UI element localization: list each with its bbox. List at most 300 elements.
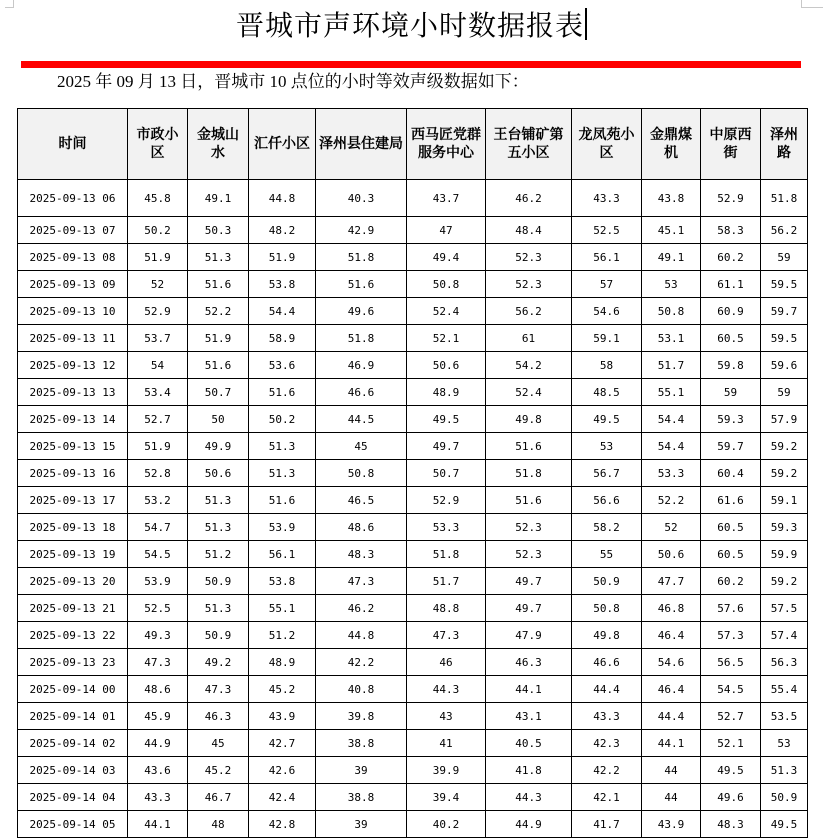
value-cell: 49.1	[642, 244, 701, 271]
value-cell: 38.8	[316, 730, 407, 757]
value-cell: 48.8	[407, 595, 486, 622]
value-cell: 39.8	[316, 703, 407, 730]
value-cell: 48.9	[249, 649, 316, 676]
value-cell: 58	[572, 352, 642, 379]
value-cell: 52.4	[407, 298, 486, 325]
table-row	[18, 433, 808, 460]
value-cell: 59	[761, 379, 808, 406]
value-cell: 58.2	[572, 514, 642, 541]
time-cell: 2025-09-13 14	[18, 406, 128, 433]
column-header-site: 金城山水	[188, 109, 249, 180]
value-cell: 47.3	[188, 676, 249, 703]
value-cell: 39.4	[407, 784, 486, 811]
value-cell: 53	[642, 271, 701, 298]
value-cell: 53.3	[642, 460, 701, 487]
value-cell: 52.5	[572, 217, 642, 244]
value-cell: 45.9	[128, 703, 188, 730]
value-cell: 51.6	[486, 487, 572, 514]
value-cell: 50.7	[407, 460, 486, 487]
value-cell: 57.6	[701, 595, 761, 622]
time-cell: 2025-09-13 15	[18, 433, 128, 460]
value-cell: 38.8	[316, 784, 407, 811]
value-cell: 46.4	[642, 676, 701, 703]
value-cell: 53.9	[249, 514, 316, 541]
value-cell: 47.7	[642, 568, 701, 595]
value-cell: 50.9	[572, 568, 642, 595]
table-row	[18, 757, 808, 784]
value-cell: 52.5	[128, 595, 188, 622]
value-cell: 47.9	[486, 622, 572, 649]
value-cell: 41.7	[572, 811, 642, 838]
table-row	[18, 217, 808, 244]
value-cell: 52.3	[486, 541, 572, 568]
value-cell: 60.5	[701, 514, 761, 541]
table-row	[18, 460, 808, 487]
value-cell: 48.5	[572, 379, 642, 406]
value-cell: 51.7	[407, 568, 486, 595]
value-cell: 60.4	[701, 460, 761, 487]
value-cell: 59.7	[761, 298, 808, 325]
value-cell: 50.2	[249, 406, 316, 433]
value-cell: 46.6	[316, 379, 407, 406]
value-cell: 51.8	[761, 180, 808, 217]
time-cell: 2025-09-13 17	[18, 487, 128, 514]
value-cell: 54.2	[486, 352, 572, 379]
column-header-site: 龙凤苑小区	[572, 109, 642, 180]
table-body	[18, 180, 808, 838]
value-cell: 54.4	[642, 406, 701, 433]
value-cell: 57.3	[701, 622, 761, 649]
value-cell: 49.5	[701, 757, 761, 784]
value-cell: 55	[572, 541, 642, 568]
value-cell: 48	[188, 811, 249, 838]
value-cell: 43.9	[642, 811, 701, 838]
value-cell: 48.6	[316, 514, 407, 541]
value-cell: 44.1	[486, 676, 572, 703]
value-cell: 46.3	[188, 703, 249, 730]
table-row	[18, 180, 808, 217]
value-cell: 42.2	[572, 757, 642, 784]
value-cell: 49.7	[407, 433, 486, 460]
value-cell: 50	[188, 406, 249, 433]
value-cell: 49.1	[188, 180, 249, 217]
column-header-time: 时间	[18, 109, 128, 180]
time-cell: 2025-09-14 00	[18, 676, 128, 703]
column-header-site: 泽州路	[761, 109, 808, 180]
value-cell: 45.1	[642, 217, 701, 244]
value-cell: 46.6	[572, 649, 642, 676]
time-cell: 2025-09-14 03	[18, 757, 128, 784]
value-cell: 59	[761, 244, 808, 271]
value-cell: 57	[572, 271, 642, 298]
value-cell: 44.9	[486, 811, 572, 838]
value-cell: 51.6	[486, 433, 572, 460]
table-header-row	[18, 109, 808, 180]
value-cell: 52.3	[486, 244, 572, 271]
value-cell: 57.5	[761, 595, 808, 622]
value-cell: 49.8	[572, 622, 642, 649]
value-cell: 43	[407, 703, 486, 730]
time-cell: 2025-09-13 22	[18, 622, 128, 649]
time-cell: 2025-09-14 04	[18, 784, 128, 811]
value-cell: 46.2	[486, 180, 572, 217]
value-cell: 54	[128, 352, 188, 379]
value-cell: 55.4	[761, 676, 808, 703]
value-cell: 60.9	[701, 298, 761, 325]
value-cell: 53	[572, 433, 642, 460]
value-cell: 49.7	[486, 568, 572, 595]
table-row	[18, 649, 808, 676]
value-cell: 43.6	[128, 757, 188, 784]
column-header-site: 泽州县住建局	[316, 109, 407, 180]
value-cell: 53.4	[128, 379, 188, 406]
column-header-site: 汇仟小区	[249, 109, 316, 180]
value-cell: 51.9	[188, 325, 249, 352]
time-cell: 2025-09-13 11	[18, 325, 128, 352]
intro-paragraph: 2025 年 09 月 13 日，晋城市 10 点位的小时等效声级数据如下：	[57, 72, 529, 91]
value-cell: 53.6	[249, 352, 316, 379]
time-cell: 2025-09-14 02	[18, 730, 128, 757]
value-cell: 51.6	[316, 271, 407, 298]
value-cell: 48.3	[701, 811, 761, 838]
value-cell: 59.8	[701, 352, 761, 379]
value-cell: 50.8	[572, 595, 642, 622]
table-row	[18, 676, 808, 703]
value-cell: 48.2	[249, 217, 316, 244]
value-cell: 49.8	[486, 406, 572, 433]
value-cell: 40.3	[316, 180, 407, 217]
value-cell: 52.1	[701, 730, 761, 757]
table-row	[18, 271, 808, 298]
value-cell: 57.9	[761, 406, 808, 433]
value-cell: 51.6	[188, 271, 249, 298]
value-cell: 42.6	[249, 757, 316, 784]
value-cell: 59	[701, 379, 761, 406]
value-cell: 44.9	[128, 730, 188, 757]
value-cell: 44.1	[128, 811, 188, 838]
value-cell: 59.2	[761, 460, 808, 487]
value-cell: 53.1	[642, 325, 701, 352]
value-cell: 50.9	[188, 568, 249, 595]
value-cell: 48.4	[486, 217, 572, 244]
table-row	[18, 730, 808, 757]
value-cell: 51.8	[407, 541, 486, 568]
noise-data-table	[17, 108, 808, 838]
value-cell: 52.3	[486, 514, 572, 541]
value-cell: 44.4	[572, 676, 642, 703]
table-row	[18, 325, 808, 352]
value-cell: 51.6	[249, 487, 316, 514]
value-cell: 50.3	[188, 217, 249, 244]
time-cell: 2025-09-13 07	[18, 217, 128, 244]
value-cell: 48.6	[128, 676, 188, 703]
table-row	[18, 352, 808, 379]
value-cell: 50.7	[188, 379, 249, 406]
value-cell: 59.2	[761, 433, 808, 460]
value-cell: 59.1	[572, 325, 642, 352]
value-cell: 49.6	[701, 784, 761, 811]
value-cell: 59.7	[701, 433, 761, 460]
value-cell: 55.1	[642, 379, 701, 406]
value-cell: 53	[761, 730, 808, 757]
time-cell: 2025-09-13 21	[18, 595, 128, 622]
value-cell: 47.3	[316, 568, 407, 595]
value-cell: 44.3	[486, 784, 572, 811]
value-cell: 39	[316, 757, 407, 784]
document-title[interactable]	[0, 6, 823, 46]
value-cell: 46.7	[188, 784, 249, 811]
time-cell: 2025-09-14 05	[18, 811, 128, 838]
value-cell: 50.9	[761, 784, 808, 811]
value-cell: 56.7	[572, 460, 642, 487]
value-cell: 53.5	[761, 703, 808, 730]
value-cell: 53.8	[249, 271, 316, 298]
value-cell: 46.8	[642, 595, 701, 622]
value-cell: 52.9	[407, 487, 486, 514]
value-cell: 50.6	[188, 460, 249, 487]
value-cell: 60.2	[701, 244, 761, 271]
table-row	[18, 298, 808, 325]
value-cell: 49.3	[128, 622, 188, 649]
value-cell: 52.7	[701, 703, 761, 730]
value-cell: 60.5	[701, 325, 761, 352]
value-cell: 41.8	[486, 757, 572, 784]
value-cell: 58.3	[701, 217, 761, 244]
table-row	[18, 784, 808, 811]
value-cell: 44	[642, 757, 701, 784]
value-cell: 57.4	[761, 622, 808, 649]
value-cell: 39	[316, 811, 407, 838]
value-cell: 50.8	[407, 271, 486, 298]
table-row	[18, 514, 808, 541]
value-cell: 49.2	[188, 649, 249, 676]
value-cell: 54.5	[701, 676, 761, 703]
value-cell: 49.7	[486, 595, 572, 622]
value-cell: 43.7	[407, 180, 486, 217]
value-cell: 56.5	[701, 649, 761, 676]
time-cell: 2025-09-13 16	[18, 460, 128, 487]
value-cell: 61.1	[701, 271, 761, 298]
value-cell: 55.1	[249, 595, 316, 622]
value-cell: 44	[642, 784, 701, 811]
value-cell: 61.6	[701, 487, 761, 514]
column-header-site: 市政小区	[128, 109, 188, 180]
time-cell: 2025-09-13 18	[18, 514, 128, 541]
value-cell: 50.2	[128, 217, 188, 244]
value-cell: 49.9	[188, 433, 249, 460]
value-cell: 48.3	[316, 541, 407, 568]
value-cell: 50.9	[188, 622, 249, 649]
value-cell: 49.5	[761, 811, 808, 838]
value-cell: 45.8	[128, 180, 188, 217]
value-cell: 52.2	[188, 298, 249, 325]
value-cell: 42.2	[316, 649, 407, 676]
value-cell: 41	[407, 730, 486, 757]
value-cell: 45	[188, 730, 249, 757]
value-cell: 51.7	[642, 352, 701, 379]
table-row	[18, 406, 808, 433]
table-row	[18, 487, 808, 514]
value-cell: 49.4	[407, 244, 486, 271]
value-cell: 46.4	[642, 622, 701, 649]
value-cell: 52.2	[642, 487, 701, 514]
column-header-site: 中原西街	[701, 109, 761, 180]
value-cell: 42.9	[316, 217, 407, 244]
value-cell: 51.3	[249, 460, 316, 487]
table-row	[18, 379, 808, 406]
value-cell: 51.6	[188, 352, 249, 379]
value-cell: 52.4	[486, 379, 572, 406]
value-cell: 44.8	[249, 180, 316, 217]
value-cell: 53.7	[128, 325, 188, 352]
value-cell: 43.8	[642, 180, 701, 217]
value-cell: 49.6	[316, 298, 407, 325]
time-cell: 2025-09-13 06	[18, 180, 128, 217]
value-cell: 47.3	[128, 649, 188, 676]
value-cell: 51.8	[316, 244, 407, 271]
value-cell: 51.8	[486, 460, 572, 487]
value-cell: 59.3	[701, 406, 761, 433]
value-cell: 50.6	[407, 352, 486, 379]
value-cell: 56.2	[486, 298, 572, 325]
value-cell: 43.9	[249, 703, 316, 730]
value-cell: 51.3	[249, 433, 316, 460]
table-row	[18, 568, 808, 595]
value-cell: 49.5	[407, 406, 486, 433]
value-cell: 51.3	[188, 595, 249, 622]
value-cell: 47	[407, 217, 486, 244]
column-header-site: 金鼎煤机	[642, 109, 701, 180]
value-cell: 44.8	[316, 622, 407, 649]
value-cell: 54.4	[249, 298, 316, 325]
value-cell: 59.2	[761, 568, 808, 595]
value-cell: 51.9	[128, 433, 188, 460]
value-cell: 54.7	[128, 514, 188, 541]
value-cell: 42.4	[249, 784, 316, 811]
value-cell: 51.3	[188, 244, 249, 271]
value-cell: 45	[316, 433, 407, 460]
value-cell: 44.3	[407, 676, 486, 703]
table-row	[18, 541, 808, 568]
value-cell: 52.7	[128, 406, 188, 433]
value-cell: 59.5	[761, 325, 808, 352]
value-cell: 61	[486, 325, 572, 352]
value-cell: 51.9	[249, 244, 316, 271]
time-cell: 2025-09-13 09	[18, 271, 128, 298]
value-cell: 49.5	[572, 406, 642, 433]
value-cell: 53.8	[249, 568, 316, 595]
column-header-site: 王台铺矿第五小区	[486, 109, 572, 180]
value-cell: 43.3	[572, 180, 642, 217]
value-cell: 48.9	[407, 379, 486, 406]
value-cell: 45.2	[249, 676, 316, 703]
table-row	[18, 244, 808, 271]
value-cell: 42.3	[572, 730, 642, 757]
value-cell: 53.2	[128, 487, 188, 514]
document-title-text: 晋城市声环境小时数据报表	[235, 9, 584, 42]
value-cell: 44.4	[642, 703, 701, 730]
value-cell: 46.9	[316, 352, 407, 379]
value-cell: 46.5	[316, 487, 407, 514]
value-cell: 59.9	[761, 541, 808, 568]
value-cell: 54.6	[642, 649, 701, 676]
time-cell: 2025-09-13 13	[18, 379, 128, 406]
value-cell: 40.5	[486, 730, 572, 757]
value-cell: 52.8	[128, 460, 188, 487]
time-cell: 2025-09-13 19	[18, 541, 128, 568]
value-cell: 59.1	[761, 487, 808, 514]
value-cell: 40.8	[316, 676, 407, 703]
time-cell: 2025-09-13 23	[18, 649, 128, 676]
table-row	[18, 703, 808, 730]
value-cell: 56.1	[572, 244, 642, 271]
value-cell: 39.9	[407, 757, 486, 784]
value-cell: 44.5	[316, 406, 407, 433]
value-cell: 60.5	[701, 541, 761, 568]
value-cell: 59.5	[761, 271, 808, 298]
value-cell: 42.8	[249, 811, 316, 838]
value-cell: 59.6	[761, 352, 808, 379]
value-cell: 59.3	[761, 514, 808, 541]
value-cell: 43.3	[128, 784, 188, 811]
value-cell: 51.2	[249, 622, 316, 649]
value-cell: 51.2	[188, 541, 249, 568]
value-cell: 56.1	[249, 541, 316, 568]
value-cell: 42.1	[572, 784, 642, 811]
time-cell: 2025-09-14 01	[18, 703, 128, 730]
value-cell: 53.3	[407, 514, 486, 541]
time-cell: 2025-09-13 10	[18, 298, 128, 325]
value-cell: 43.3	[572, 703, 642, 730]
value-cell: 43.1	[486, 703, 572, 730]
value-cell: 50.8	[316, 460, 407, 487]
time-cell: 2025-09-13 20	[18, 568, 128, 595]
value-cell: 54.4	[642, 433, 701, 460]
value-cell: 58.9	[249, 325, 316, 352]
value-cell: 47.3	[407, 622, 486, 649]
value-cell: 51.3	[188, 487, 249, 514]
time-cell: 2025-09-13 12	[18, 352, 128, 379]
value-cell: 52.9	[128, 298, 188, 325]
value-cell: 52.1	[407, 325, 486, 352]
value-cell: 50.6	[642, 541, 701, 568]
column-header-site: 西马匠党群服务中心	[407, 109, 486, 180]
value-cell: 51.9	[128, 244, 188, 271]
value-cell: 46.2	[316, 595, 407, 622]
value-cell: 60.2	[701, 568, 761, 595]
red-header-rule	[21, 61, 801, 68]
value-cell: 51.3	[761, 757, 808, 784]
value-cell: 53.9	[128, 568, 188, 595]
value-cell: 40.2	[407, 811, 486, 838]
value-cell: 46	[407, 649, 486, 676]
value-cell: 51.8	[316, 325, 407, 352]
table-row	[18, 622, 808, 649]
value-cell: 52	[642, 514, 701, 541]
value-cell: 56.3	[761, 649, 808, 676]
value-cell: 45.2	[188, 757, 249, 784]
value-cell: 54.6	[572, 298, 642, 325]
value-cell: 46.3	[486, 649, 572, 676]
value-cell: 44.1	[642, 730, 701, 757]
value-cell: 56.2	[761, 217, 808, 244]
text-cursor	[585, 8, 587, 40]
value-cell: 51.6	[249, 379, 316, 406]
table-row	[18, 811, 808, 838]
table-row	[18, 595, 808, 622]
value-cell: 52	[128, 271, 188, 298]
value-cell: 50.8	[642, 298, 701, 325]
